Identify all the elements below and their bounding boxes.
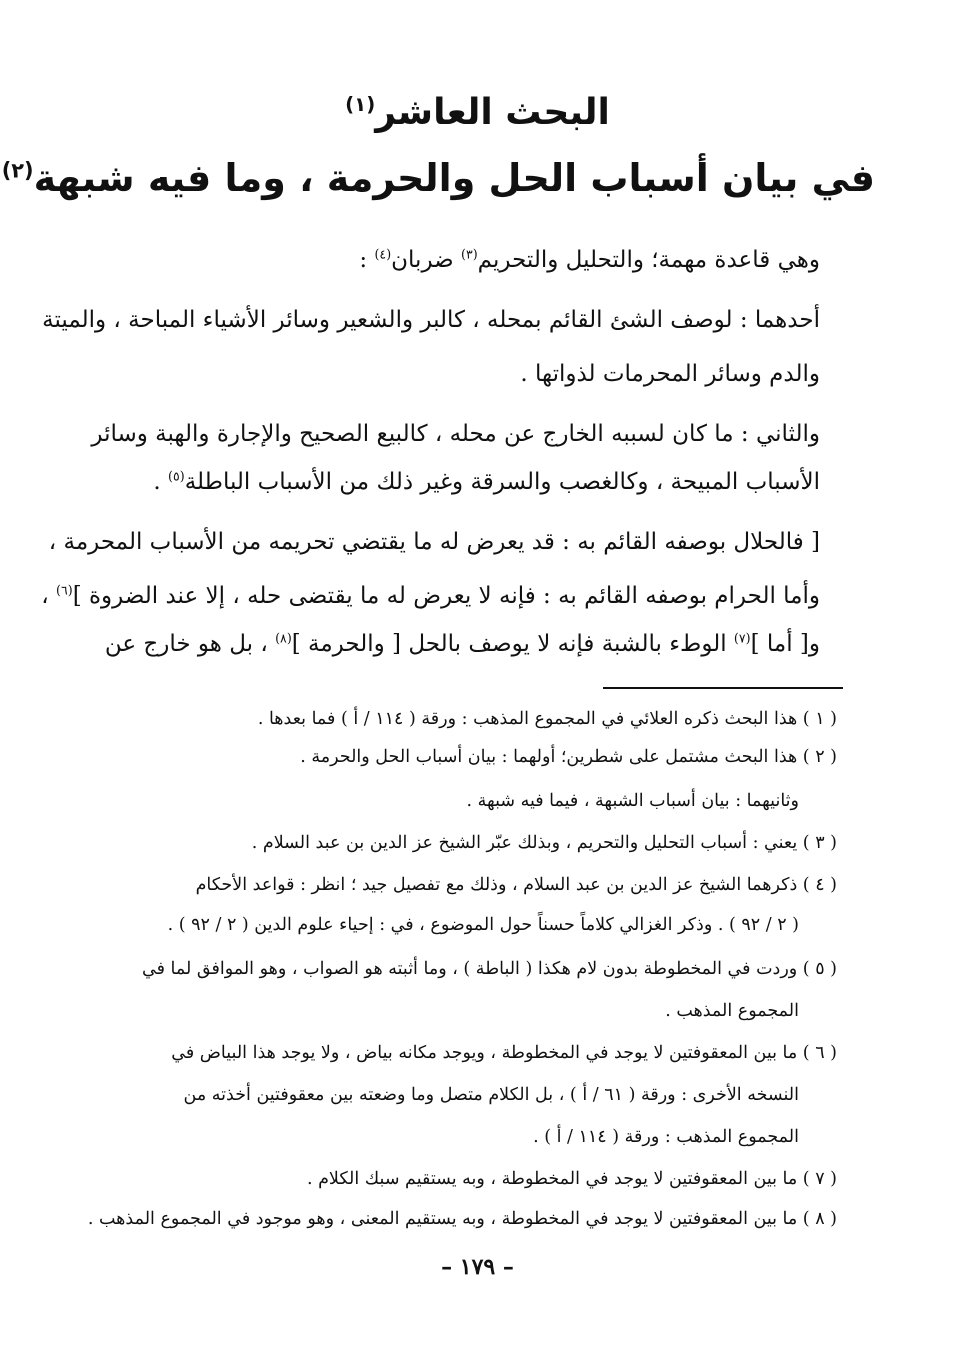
paragraph-3-line-3 (106, 624, 820, 664)
paragraph-1-line-2: والدم وسائر المحرمات لذواتها . (520, 361, 820, 387)
footnote-8: ( ٨ ) ما بين المعقوفتين لا يوجد في المخطوطة ، وبه يستقيم المعنى ، وهو موجود في المجموع المذهب . (87, 1209, 837, 1229)
footnote-ref-4: (٤) (374, 246, 392, 262)
footnote-ref-1: (١) (345, 93, 376, 116)
paragraph-3-line-1: [ فالحلال بوصفه القائم به : قد يعرض له ما يقتضي تحريمه من الأسباب المحرمة ، (48, 529, 820, 555)
paragraph-2-end: . (153, 469, 169, 495)
chapter-subtitle (1, 156, 875, 200)
paragraph-2-text: الأسباب المبيحة ، وكالغصب والسرقة وغير ذلك من الأسباب الباطلة (184, 469, 820, 495)
footnote-5-continued: المجموع المذهب . (665, 1001, 799, 1021)
footnote-2-continued: وثانيهما : بيان أسباب الشبهة ، فيما فيه شبهة . (466, 791, 799, 811)
footnote-2: ( ٢ ) هذا البحث مشتمل على شطرين؛ أولهما : بيان أسباب الحل والحرمة . (300, 747, 837, 767)
footnote-ref-8: (٨) (275, 630, 292, 646)
footnote-7: ( ٧ ) ما بين المعقوفتين لا يوجد في المخطوطة ، وبه يستقيم سبك الكلام . (306, 1169, 837, 1189)
footnote-ref-6: (٦) (56, 582, 73, 598)
footnote-separator (603, 687, 843, 689)
footnote-ref-5: (٥) (168, 468, 185, 484)
paragraph-3-text-b: ، (41, 583, 57, 609)
footnote-3: ( ٣ ) يعني : أسباب التحليل والتحريم ، وبذلك عبّر الشيخ عز الدين بن عبد السلام . (251, 833, 837, 853)
page-number: – ١٧٩ – (441, 1254, 514, 1280)
footnote-6-continued-1: النسخه الأخرى : ورقة ( ٦١ / أ ) ، بل الكلام متصل وما وضعته بين معقوفتين أخذته من (183, 1085, 799, 1105)
paragraph-3-text-c: و[ أما ] (750, 631, 820, 657)
chapter-title (80, 92, 875, 133)
intro-line (106, 240, 820, 280)
footnote-4-continued: ( ٢ / ٩٢ ) . وذكر الغزالي كلاماً حسناً حول الموضوع ، في : إحياء علوم الدين ( ٢ / ٩٢ ) . (167, 915, 799, 935)
paragraph-2-line-2 (106, 462, 820, 502)
paragraph-1-line-1: أحدهما : لوصف الشئ القائم بمحله ، كالبر والشعير وسائر الأشياء المباحة ، والميتة (42, 307, 820, 333)
intro-text-c: : (359, 247, 368, 273)
paragraph-3-text-a: وأما الحرام بوصفه القائم به : فإنه لا يعرض له ما يقتضى حله ، إلا عند الضروة ] (72, 583, 820, 609)
chapter-subtitle-text: في بيان أسباب الحل والحرمة ، وما فيه شبهة (33, 156, 875, 200)
paragraph-2-line-1: والثاني : ما كان لسببه الخارج عن محله ، كالبيع الصحيح والإجارة والهبة وسائر (91, 421, 820, 447)
chapter-title-text: البحث العاشر (375, 92, 610, 133)
footnote-4: ( ٤ ) ذكرهما الشيخ عز الدين بن عبد السلام ، وذلك مع تفصيل جيد ؛ انظر : قواعد الأحكام (195, 875, 837, 895)
intro-text-b: ضربان (391, 247, 454, 273)
paragraph-3-text-d: الوطء بالشبة فإنه لا يوصف بالحل [ والحرمة ] (291, 631, 734, 657)
footnote-ref-7: (٧) (733, 630, 751, 646)
footnote-5: ( ٥ ) وردت في المخطوطة بدون لام هكذا ( الباطة ) ، وما أثبته هو الصواب ، وهو الموافق لما في (142, 959, 837, 979)
footnote-ref-2: (٢) (1, 158, 34, 183)
footnote-1: ( ١ ) هذا البحث ذكره العلائي في المجموع المذهب : ورقة ( ١١٤ / أ ) فما بعدها . (257, 709, 837, 729)
paragraph-3-text-e: ، بل هو خارج عن (104, 631, 276, 657)
paragraph-3-line-2 (41, 576, 820, 616)
footnote-ref-3: (٣) (461, 246, 478, 262)
intro-text-a: وهي قاعدة مهمة؛ والتحليل والتحريم (477, 247, 820, 273)
footnote-6-continued-2: المجموع المذهب : ورقة ( ١١٤ / أ ) . (533, 1127, 799, 1147)
footnote-6: ( ٦ ) ما بين المعقوفتين لا يوجد في المخطوطة ، ويوجد مكانه بياض ، ولا يوجد هذا البياض في (171, 1043, 837, 1063)
